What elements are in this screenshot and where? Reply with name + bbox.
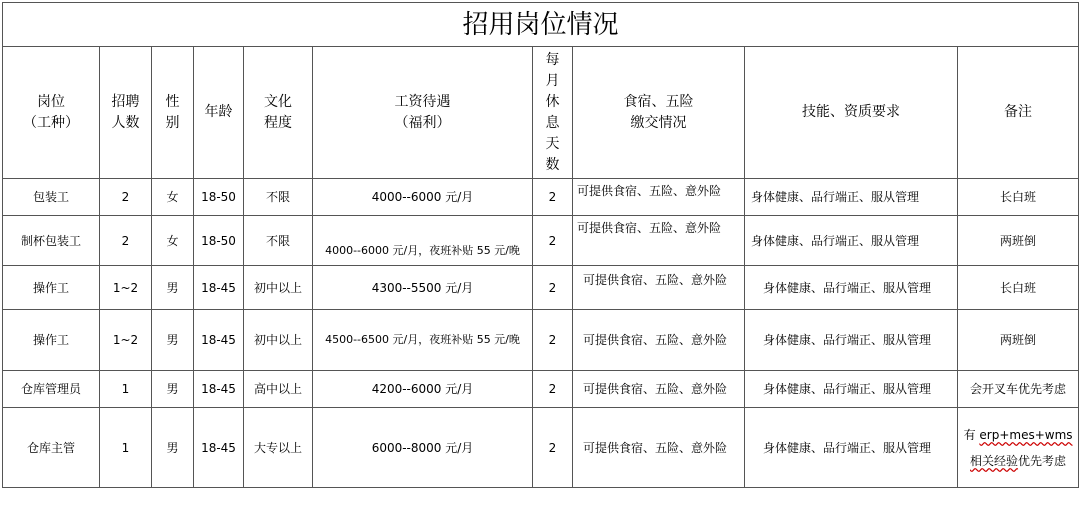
cell-salary: 4500--6500 元/月，夜班补贴 55 元/晚 (313, 310, 533, 371)
cell-gender: 女 (152, 179, 194, 216)
cell-salary: 4300--5500 元/月 (313, 266, 533, 310)
cell-position: 包装工 (3, 179, 100, 216)
cell-age: 18-45 (194, 266, 244, 310)
cell-position: 操作工 (3, 266, 100, 310)
cell-rest-days: 2 (533, 216, 573, 266)
header-notes: 备注 (958, 47, 1079, 179)
cell-benefits: 可提供食宿、五险、意外险 (573, 310, 745, 371)
cell-requirements: 身体健康、品行端正、服从管理 (745, 371, 958, 408)
cell-salary: 4000--6000 元/月 (313, 179, 533, 216)
cell-benefits: 可提供食宿、五险、意外险 (573, 371, 745, 408)
cell-position: 仓库主管 (3, 408, 100, 488)
cell-rest-days: 2 (533, 310, 573, 371)
cell-count: 1~2 (100, 266, 152, 310)
header-requirements: 技能、资质要求 (745, 47, 958, 179)
table-row (3, 371, 1079, 408)
table-title: 招用岗位情况 (3, 3, 1079, 47)
cell-gender: 男 (152, 266, 194, 310)
tech-text: erp+mes+wms (979, 427, 1073, 442)
cell-age: 18-50 (194, 179, 244, 216)
cell-notes: 两班倒 (958, 310, 1079, 371)
header-salary: 工资待遇 （福利） (313, 47, 533, 179)
cell-salary: 6000--8000 元/月 (313, 408, 533, 488)
cell-age: 18-45 (194, 310, 244, 371)
header-rest-days: 每 月 休 息 天 数 (533, 47, 573, 179)
cell-rest-days: 2 (533, 371, 573, 408)
note-line-1: 有 erp+mes+wms (963, 427, 1073, 442)
cell-requirements: 身体健康、品行端正、服从管理 (745, 216, 958, 266)
header-education: 文化 程度 (244, 47, 313, 179)
header-gender: 性 别 (152, 47, 194, 179)
cell-education: 不限 (244, 216, 313, 266)
cell-count: 2 (100, 216, 152, 266)
cell-gender: 男 (152, 310, 194, 371)
cell-position: 制杯包装工 (3, 216, 100, 266)
cell-notes (958, 408, 1079, 488)
cell-notes: 长白班 (958, 179, 1079, 216)
cell-age: 18-45 (194, 408, 244, 488)
cell-education: 初中以上 (244, 266, 313, 310)
cell-position: 操作工 (3, 310, 100, 371)
table-row (3, 266, 1079, 310)
cell-requirements: 身体健康、品行端正、服从管理 (745, 310, 958, 371)
cell-salary: 4200--6000 元/月 (313, 371, 533, 408)
cell-position: 仓库管理员 (3, 371, 100, 408)
cell-notes: 长白班 (958, 266, 1079, 310)
cell-notes: 会开叉车优先考虑 (958, 371, 1079, 408)
cell-requirements: 身体健康、品行端正、服从管理 (745, 266, 958, 310)
cell-count: 1~2 (100, 310, 152, 371)
header-position: 岗位 （工种） (3, 47, 100, 179)
recruitment-table (2, 2, 1079, 488)
header-row (3, 47, 1079, 179)
cell-age: 18-45 (194, 371, 244, 408)
cell-benefits: 可提供食宿、五险、意外险 (573, 408, 745, 488)
table-row (3, 216, 1079, 266)
cell-education: 不限 (244, 179, 313, 216)
note-line-2: 相关经验优先考虑 (970, 453, 1067, 468)
cell-gender: 男 (152, 408, 194, 488)
cell-benefits: 可提供食宿、五险、意外险 (573, 266, 745, 310)
cell-rest-days: 2 (533, 408, 573, 488)
cell-count: 1 (100, 408, 152, 488)
cell-education: 高中以上 (244, 371, 313, 408)
header-count: 招聘 人数 (100, 47, 152, 179)
cell-requirements: 身体健康、品行端正、服从管理 (745, 179, 958, 216)
cell-gender: 女 (152, 216, 194, 266)
cell-benefits: 可提供食宿、五险、意外险 (573, 216, 745, 266)
table-row (3, 179, 1079, 216)
cell-gender: 男 (152, 371, 194, 408)
table-row (3, 408, 1079, 488)
table-row (3, 310, 1079, 371)
cell-notes: 两班倒 (958, 216, 1079, 266)
cell-education: 初中以上 (244, 310, 313, 371)
cell-education: 大专以上 (244, 408, 313, 488)
cell-count: 2 (100, 179, 152, 216)
cell-requirements: 身体健康、品行端正、服从管理 (745, 408, 958, 488)
cell-rest-days: 2 (533, 179, 573, 216)
cell-count: 1 (100, 371, 152, 408)
cell-rest-days: 2 (533, 266, 573, 310)
cell-benefits: 可提供食宿、五险、意外险 (573, 179, 745, 216)
header-age: 年龄 (194, 47, 244, 179)
header-benefits: 食宿、五险 缴交情况 (573, 47, 745, 179)
cell-age: 18-50 (194, 216, 244, 266)
cell-salary: 4000--6000 元/月，夜班补贴 55 元/晚 (313, 216, 533, 266)
